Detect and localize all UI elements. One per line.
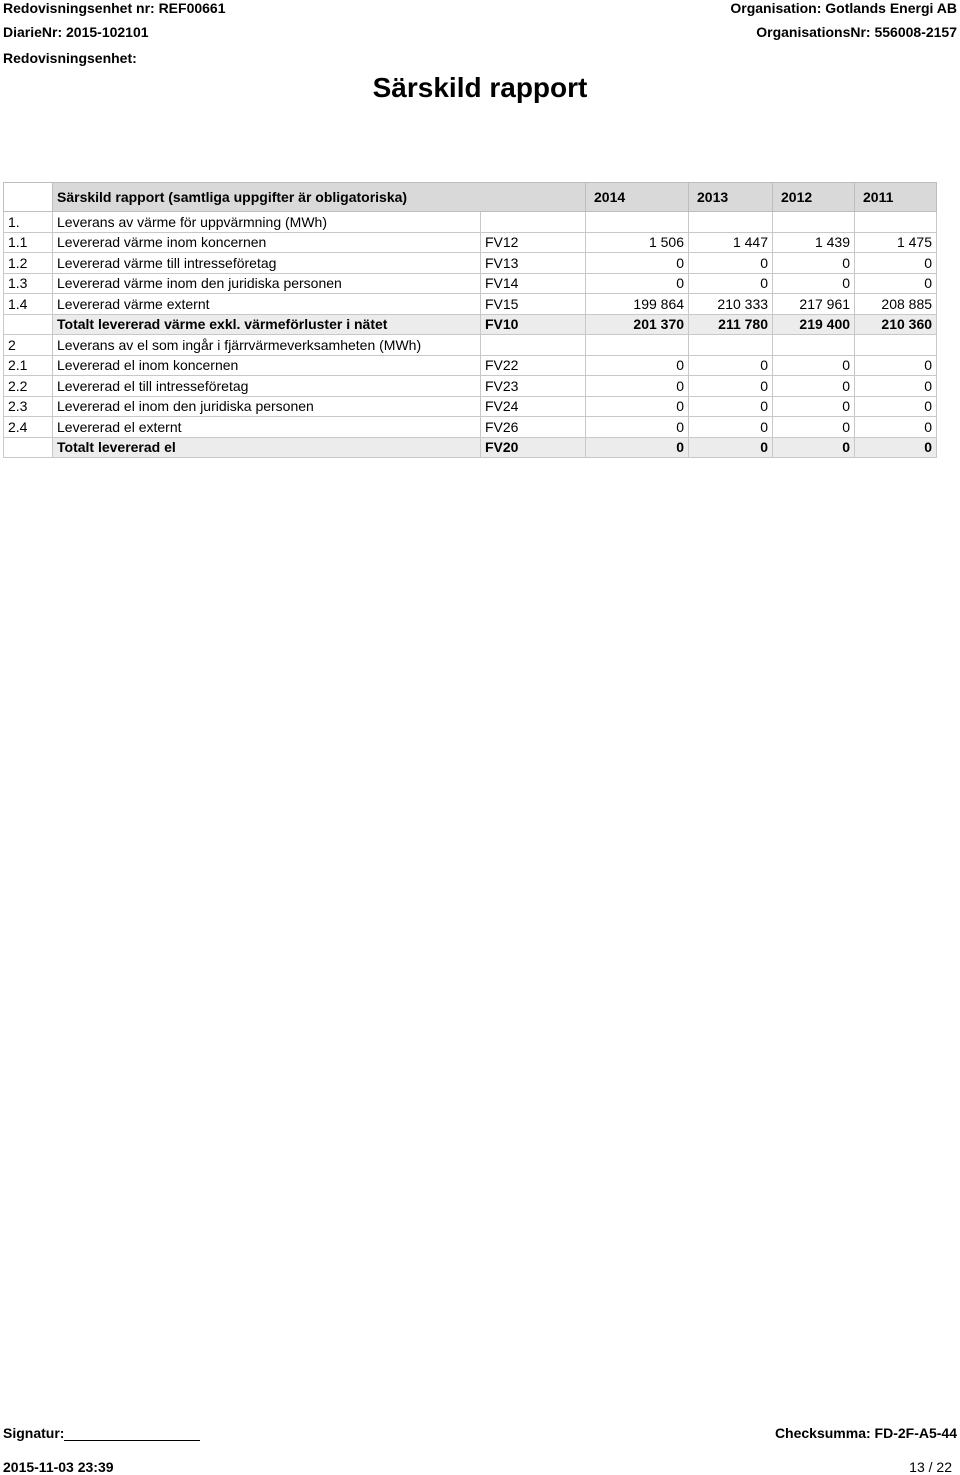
row-label-cell: Levererad el inom koncernen (53, 355, 481, 376)
year-header: 2012 (773, 183, 855, 212)
row-label-cell: Leverans av el som ingår i fjärrvärmeverksamheten (MWh) (53, 335, 481, 356)
row-label-cell: Levererad el till intresseföretag (53, 376, 481, 397)
row-label-cell: Levererad värme inom den juridiska personen (53, 273, 481, 294)
row-code-cell: FV26 (481, 417, 586, 438)
value-cell: 0 (586, 355, 689, 376)
year-header: 2013 (689, 183, 773, 212)
row-label-cell: Totalt levererad el (53, 437, 481, 458)
row-label-cell: Levererad el externt (53, 417, 481, 438)
row-number-cell: 1. (4, 212, 53, 233)
row-code-cell: FV12 (481, 232, 586, 253)
table-row (4, 314, 937, 335)
value-cell: 0 (773, 273, 855, 294)
table-row (4, 335, 937, 356)
organisation-number: OrganisationsNr: 556008-2157 (756, 24, 957, 40)
row-label-cell: Levererad värme till intresseföretag (53, 253, 481, 274)
organisation-name: Organisation: Gotlands Energi AB (730, 0, 957, 16)
value-cell: 0 (855, 355, 937, 376)
row-code-cell: FV14 (481, 273, 586, 294)
row-code-cell: FV23 (481, 376, 586, 397)
value-cell: 0 (586, 396, 689, 417)
row-code-cell: FV20 (481, 437, 586, 458)
value-cell: 0 (586, 273, 689, 294)
reporting-unit-label: Redovisningsenhet: (3, 50, 137, 66)
value-cell (586, 335, 689, 356)
value-cell: 0 (855, 417, 937, 438)
year-header: 2011 (855, 183, 937, 212)
row-code-cell (481, 212, 586, 233)
value-cell: 0 (689, 376, 773, 397)
row-number-cell: 2.4 (4, 417, 53, 438)
signature-line (64, 1426, 200, 1441)
value-cell: 0 (773, 437, 855, 458)
row-label-cell: Levererad värme inom koncernen (53, 232, 481, 253)
row-code-cell: FV15 (481, 294, 586, 315)
table-heading: Särskild rapport (samtliga uppgifter är obligatoriska) (53, 183, 586, 212)
value-cell: 0 (773, 396, 855, 417)
diary-number: DiarieNr: 2015-102101 (3, 24, 149, 40)
page-number: 13 / 22 (909, 1459, 952, 1475)
value-cell: 201 370 (586, 314, 689, 335)
value-cell: 0 (586, 417, 689, 438)
value-cell (773, 212, 855, 233)
value-cell: 0 (689, 396, 773, 417)
value-cell: 0 (689, 273, 773, 294)
value-cell (855, 212, 937, 233)
table-header-row (4, 183, 937, 212)
row-code-cell (481, 335, 586, 356)
table-row (4, 294, 937, 315)
value-cell: 0 (773, 355, 855, 376)
table-row (4, 212, 937, 233)
value-cell: 0 (689, 437, 773, 458)
row-label-cell: Totalt levererad värme exkl. värmeförluster i nätet (53, 314, 481, 335)
value-cell: 0 (855, 437, 937, 458)
value-cell: 210 360 (855, 314, 937, 335)
value-cell: 211 780 (689, 314, 773, 335)
row-code-cell: FV22 (481, 355, 586, 376)
signature-label: Signatur: (3, 1425, 65, 1441)
table-row (4, 376, 937, 397)
table-row (4, 417, 937, 438)
row-label-cell: Leverans av värme för uppvärmning (MWh) (53, 212, 481, 233)
value-cell: 0 (689, 253, 773, 274)
report-table (3, 182, 937, 458)
value-cell: 0 (855, 253, 937, 274)
row-code-cell: FV10 (481, 314, 586, 335)
row-number-cell: 1.4 (4, 294, 53, 315)
value-cell: 199 864 (586, 294, 689, 315)
value-cell: 1 447 (689, 232, 773, 253)
signature-field (3, 1425, 200, 1441)
row-number-cell: 2.3 (4, 396, 53, 417)
table-row (4, 232, 937, 253)
value-cell (855, 335, 937, 356)
table-row (4, 355, 937, 376)
value-cell: 1 475 (855, 232, 937, 253)
value-cell: 0 (689, 355, 773, 376)
row-number-cell: 2 (4, 335, 53, 356)
value-cell: 0 (586, 376, 689, 397)
reporting-unit-number: Redovisningsenhet nr: REF00661 (3, 0, 226, 16)
value-cell: 219 400 (773, 314, 855, 335)
row-number-cell: 2.1 (4, 355, 53, 376)
row-number-cell: 1.3 (4, 273, 53, 294)
row-number-cell (4, 314, 53, 335)
value-cell: 0 (586, 253, 689, 274)
row-label-cell: Levererad el inom den juridiska personen (53, 396, 481, 417)
value-cell: 210 333 (689, 294, 773, 315)
year-header: 2014 (586, 183, 689, 212)
row-label-cell: Levererad värme externt (53, 294, 481, 315)
table-row (4, 253, 937, 274)
value-cell: 0 (855, 396, 937, 417)
table-row (4, 396, 937, 417)
row-number-cell: 1.2 (4, 253, 53, 274)
value-cell: 208 885 (855, 294, 937, 315)
row-number-cell: 1.1 (4, 232, 53, 253)
value-cell: 0 (689, 417, 773, 438)
value-cell (773, 335, 855, 356)
timestamp: 2015-11-03 23:39 (3, 1459, 114, 1475)
value-cell: 0 (586, 437, 689, 458)
value-cell: 0 (773, 417, 855, 438)
value-cell (586, 212, 689, 233)
page-title: Särskild rapport (372, 72, 588, 103)
row-code-cell: FV13 (481, 253, 586, 274)
value-cell: 1 506 (586, 232, 689, 253)
row-number-cell (4, 437, 53, 458)
value-cell: 217 961 (773, 294, 855, 315)
value-cell: 0 (773, 253, 855, 274)
row-code-cell: FV24 (481, 396, 586, 417)
value-cell: 1 439 (773, 232, 855, 253)
value-cell: 0 (855, 376, 937, 397)
table-row (4, 273, 937, 294)
header-blank-cell (4, 183, 53, 212)
checksum: Checksumma: FD-2F-A5-44 (774, 1425, 957, 1441)
table-row (4, 437, 937, 458)
value-cell: 0 (773, 376, 855, 397)
value-cell (689, 212, 773, 233)
value-cell: 0 (855, 273, 937, 294)
value-cell (689, 335, 773, 356)
row-number-cell: 2.2 (4, 376, 53, 397)
